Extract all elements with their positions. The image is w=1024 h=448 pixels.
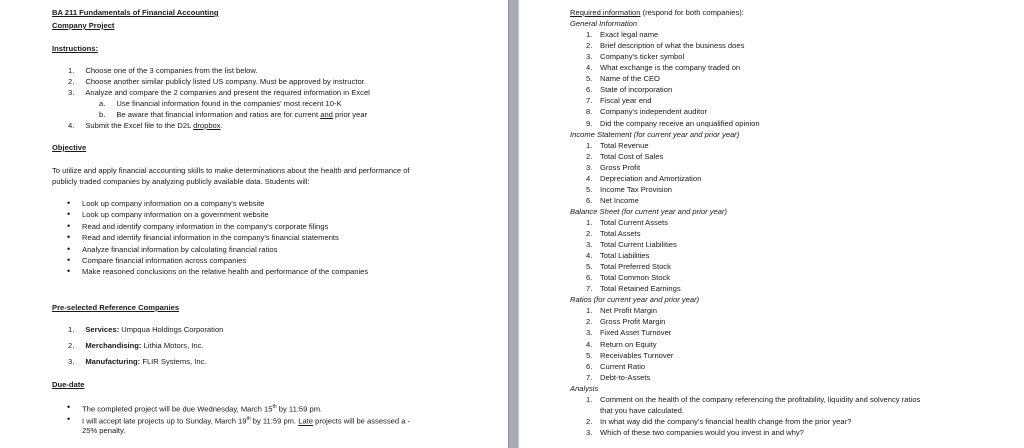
instruction-item: 4. Submit the Excel file to the D2L dropbox. — [68, 121, 223, 130]
objective-text-line: publicly traded companies by analyzing publicly available data. Students will: — [52, 177, 310, 186]
section-item: Debt-to-Assets — [600, 372, 651, 382]
section-item-number: 1. — [586, 140, 593, 150]
due-date-heading: Due-date — [52, 380, 85, 389]
section-item-number: 9. — [586, 118, 593, 128]
section-title: Analysis — [570, 383, 599, 393]
required-information-heading: Required information (respond for both companies): — [570, 8, 744, 17]
section-item: Total Liabilities — [600, 251, 650, 261]
objective-text-line: To utilize and apply financial accounting skills to make determinations about the health and performance of — [52, 166, 410, 175]
section-item: Name of the CEO — [600, 74, 660, 84]
section-item: Total Assets — [600, 229, 641, 238]
section-item: Total Cost of Sales — [600, 151, 664, 161]
section-item: Return on Equity — [600, 339, 657, 349]
course-title: BA 211 Fundamentals of Financial Accounting — [52, 8, 219, 17]
section-item-continuation: that you have calculated. — [600, 405, 685, 415]
left-document-page — [0, 0, 508, 448]
section-item: State of incorporation — [600, 85, 673, 95]
due-date-bullet: • I will accept late projects up to Sunday, March 19th by 11:59 pm. Late projects will be assessed a - — [82, 415, 410, 426]
section-title: Income Statement (for current year and prior year) — [570, 129, 740, 139]
section-item-number: 1. — [586, 394, 593, 404]
section-item: Which of these two companies would you invest in and why? — [600, 427, 804, 437]
objective-heading: Objective — [52, 143, 87, 152]
section-item-number: 3. — [586, 240, 593, 250]
section-item: Total Current Assets — [600, 217, 668, 227]
section-item: Receivables Turnover — [600, 350, 674, 360]
section-item-number: 2. — [586, 416, 593, 426]
section-item: Total Current Liabilities — [600, 240, 677, 250]
section-item: Total Preferred Stock — [600, 262, 671, 272]
section-item-number: 4. — [586, 63, 593, 73]
section-item: Fiscal year end — [600, 96, 652, 106]
project-title: Company Project — [52, 21, 115, 30]
companies-heading: Pre-selected Reference Companies — [52, 303, 180, 312]
section-item: Depreciation and Amortization — [600, 173, 702, 183]
objective-bullet: • Make reasoned conclusions on the relative health and performance of the companies — [82, 267, 368, 276]
instruction-subitem: b. Be aware that financial information and ratios are for current and prior year — [99, 110, 368, 119]
section-item-number: 6. — [586, 273, 593, 283]
section-item: Gross Profit Margin — [600, 317, 666, 327]
section-title: General Information — [570, 19, 638, 29]
section-item: In what way did the company's financial health change from the prior year? — [600, 416, 852, 426]
section-item-number: 8. — [586, 107, 593, 117]
due-date-bullet: • The completed project will be due Wednesday, March 15th by 11:59 pm. — [82, 403, 322, 414]
instruction-item: 3. Analyze and compare the 2 companies and present the required information in Excel — [68, 88, 370, 97]
instructions-heading: Instructions: — [52, 44, 98, 53]
section-item-number: 1. — [586, 306, 593, 316]
section-item: Income Tax Provision — [600, 184, 673, 194]
section-item-number: 3. — [586, 52, 593, 62]
company-item: 3. Manufacturing: FLIR Systems, Inc. — [68, 357, 207, 366]
section-item-number: 5. — [586, 74, 593, 84]
section-item-number: 5. — [586, 350, 593, 360]
section-item: Total Common Stock — [600, 273, 671, 283]
objective-bullet: • Read and identify financial information in the company's financial statements — [82, 233, 339, 242]
section-item-number: 3. — [586, 328, 593, 338]
section-item: Company's independent auditor — [600, 107, 707, 117]
instruction-item: 2. Choose another similar publicly listed US company. Must be approved by instructor. — [68, 77, 366, 86]
section-item-number: 1. — [586, 30, 593, 40]
section-item: Comment on the health of the company referencing the profitability, liquidity and solvency ratios — [600, 394, 921, 404]
objective-bullet: • Read and identify company information in the company's corporate filings — [82, 222, 328, 231]
section-item-number: 2. — [586, 317, 593, 327]
due-date-bullet-continuation: 25% penalty. — [82, 426, 126, 435]
right-document-page — [519, 0, 1024, 448]
section-item-number: 6. — [586, 85, 593, 95]
section-item-number: 7. — [586, 96, 593, 106]
section-item-number: 4. — [586, 251, 593, 261]
section-item-number: 3. — [586, 427, 593, 437]
section-title: Ratios (for current year and prior year) — [570, 295, 700, 305]
company-item: 2. Merchandising: Lithia Motors, Inc. — [68, 341, 204, 350]
objective-bullet: • Compare financial information across companies — [82, 256, 246, 265]
section-title: Balance Sheet (for current year and prior year) — [570, 206, 728, 216]
section-item-number: 3. — [586, 162, 593, 172]
section-item-number: 2. — [586, 41, 593, 51]
section-item: Total Retained Earnings — [600, 284, 681, 294]
section-item-number: 5. — [586, 184, 593, 194]
section-item-number: 6. — [586, 195, 593, 205]
section-item-number: 1. — [586, 217, 593, 227]
section-item: Gross Profit — [600, 162, 641, 172]
instruction-item: 1. Choose one of the 3 companies from the list below. — [68, 66, 258, 75]
instruction-subitem: a. Use financial information found in the companies' most recent 10-K — [99, 99, 342, 108]
objective-bullet: • Analyze financial information by calculating financial ratios — [82, 245, 277, 254]
section-item: Exact legal name — [600, 30, 659, 40]
section-item: Net Income — [600, 195, 639, 205]
section-item: Company's ticker symbol — [600, 52, 685, 62]
section-item: Brief description of what the business does — [600, 41, 745, 51]
company-item: 1. Services: Umpqua Holdings Corporation — [68, 325, 224, 334]
section-item: Did the company receive an unqualified opinion — [600, 118, 760, 128]
section-item: Total Revenue — [600, 140, 649, 150]
section-item-number: 6. — [586, 361, 593, 371]
section-item: What exchange is the company traded on — [600, 63, 741, 73]
section-item-number: 5. — [586, 262, 593, 272]
section-item: Current Ratio — [600, 361, 646, 371]
section-item: Fixed Asset Turnover — [600, 328, 672, 338]
section-item-number: 4. — [586, 339, 593, 349]
section-item-number: 4. — [586, 173, 593, 183]
section-item-number: 2. — [586, 151, 593, 161]
section-item-number: 7. — [586, 284, 593, 294]
section-item-number: 7. — [586, 372, 593, 382]
section-item-number: 2. — [586, 229, 593, 238]
objective-bullet: • Look up company information on a company's website — [82, 199, 265, 208]
objective-bullet: • Look up company information on a government website — [82, 210, 269, 219]
page-divider — [508, 0, 519, 448]
section-item: Net Profit Margin — [600, 306, 657, 316]
